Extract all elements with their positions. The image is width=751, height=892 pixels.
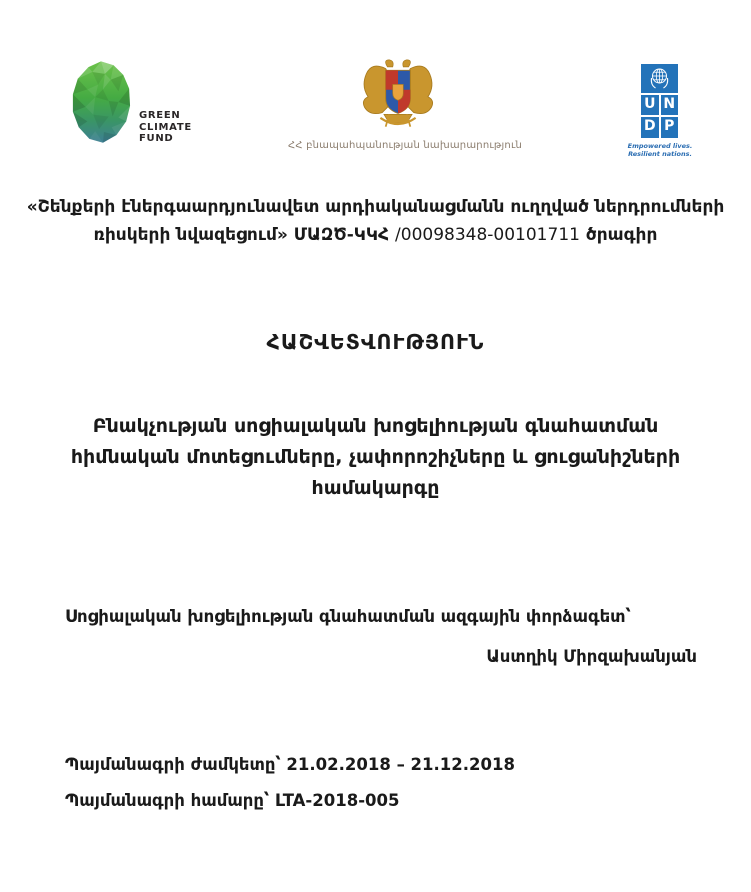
undp-letter: D bbox=[643, 118, 656, 134]
gcf-sphere-icon bbox=[70, 58, 132, 146]
undp-tagline bbox=[624, 142, 696, 158]
undp-letter: N bbox=[663, 96, 676, 112]
program-title-line2 bbox=[0, 221, 751, 249]
ministry-caption: ՀՀ բնապահպանության նախարարություն bbox=[288, 140, 523, 151]
report-subtitle-line1: Բնակչության սոցիալական խոցելիության գնահատման bbox=[92, 415, 659, 437]
report-subtitle-line2: հիմնական մոտեցումները, չափորոշիչները և ցուցանիշների bbox=[70, 446, 681, 468]
program-code: /00098348-00101711 bbox=[395, 225, 580, 245]
gcf-logo-text bbox=[139, 110, 192, 146]
armenia-coat-of-arms-icon bbox=[354, 56, 442, 134]
contract-period: Պայմանագրի ժամկետը՝ 21.02.2018 – 21.12.2018 bbox=[65, 755, 515, 774]
undp-tagline-line: Resilient nations. bbox=[628, 150, 692, 158]
program-title-line2-suffix: ծրագիր bbox=[579, 225, 658, 245]
gcf-logo bbox=[70, 58, 192, 146]
expert-name: Աստղիկ Միրզախանյան bbox=[486, 647, 697, 666]
undp-letter: P bbox=[664, 118, 675, 134]
report-heading: ՀԱՇՎԵՏՎՈՒԹՅՈՒՆ bbox=[266, 330, 485, 354]
contract-number: Պայմանագրի համարը՝ LTA-2018-005 bbox=[65, 791, 400, 810]
undp-tagline-line: Empowered lives. bbox=[627, 142, 693, 150]
ministry-logo bbox=[288, 56, 523, 151]
un-emblem-icon bbox=[641, 64, 678, 93]
gcf-text-line: CLIMATE bbox=[139, 121, 192, 133]
report-subtitle-line3: համակարգը bbox=[311, 477, 440, 499]
undp-letter: U bbox=[644, 96, 656, 112]
expert-role: Սոցիալական խոցելիության գնահատման ազգային փորձագետ՝ bbox=[65, 607, 631, 626]
gcf-text-line: GREEN bbox=[139, 110, 181, 121]
undp-logo bbox=[627, 64, 693, 158]
program-title bbox=[0, 193, 751, 249]
program-title-line2-prefix: ռիսկերի նվազեցում» ՄԱԶԾ-ԿԿՀ bbox=[93, 225, 396, 245]
program-title-line1: «Շենքերի էներգաարդյունավետ արդիականացմանն ուղղված ներդրումների bbox=[26, 197, 725, 217]
report-subtitle bbox=[0, 411, 751, 504]
gcf-text-line: FUND bbox=[139, 133, 174, 144]
undp-logo-box bbox=[641, 64, 678, 138]
